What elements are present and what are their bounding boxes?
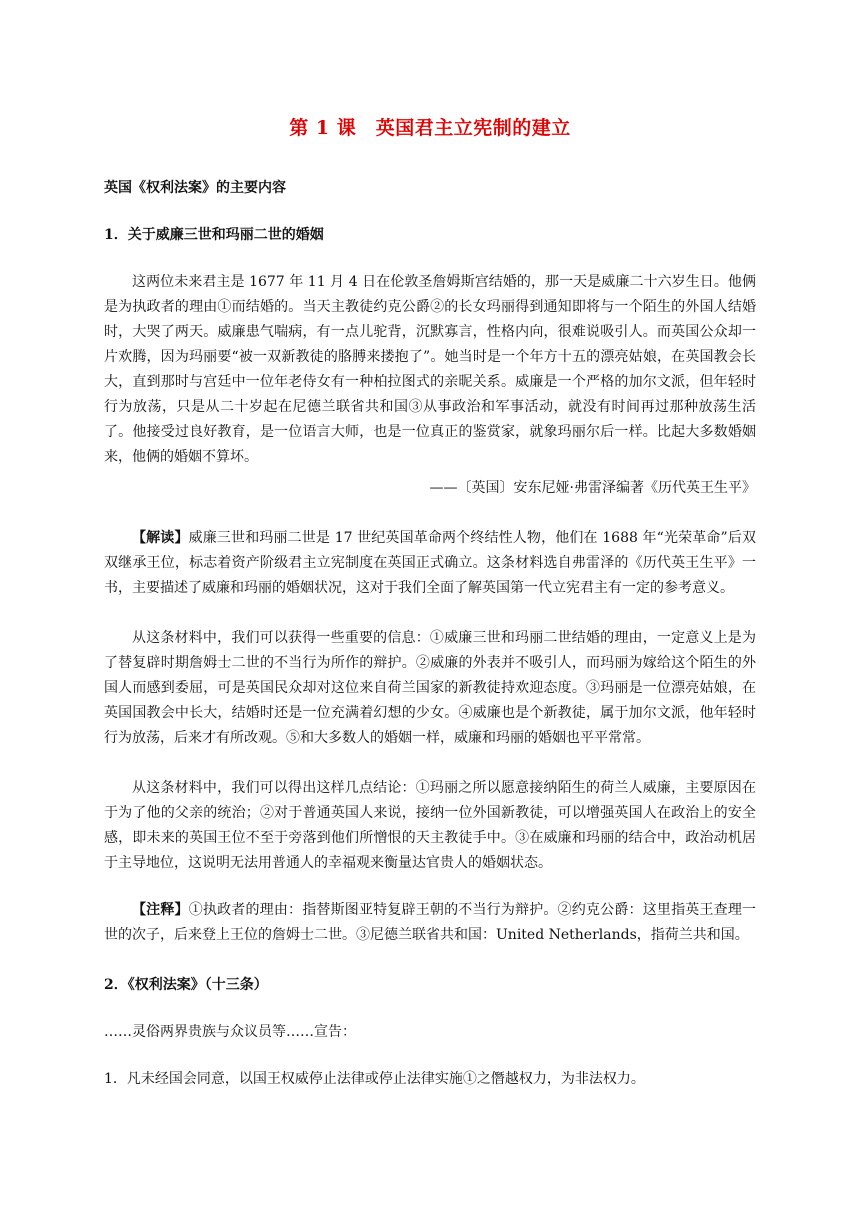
part1-heading: 1．关于威廉三世和玛丽二世的婚姻 (104, 227, 324, 243)
interpretation-text: 威廉三世和玛丽二世是 17 世纪英国革命两个终结性人物，他们在 1688 年“光荣革命”后双双继承王位，标志着资产阶级君主立宪制度在英国正式确立。这条材料选自弗雷泽的《历代英王生平》一书，主要描述了威廉和玛丽的婚姻状况，这对于我们全面了解英国第一代立宪君主有一定的参考意义。 (104, 530, 757, 596)
notes-label: 【注释】 (132, 902, 189, 918)
document-body (104, 176, 756, 1092)
information-paragraph: 从这条材料中，我们可以获得一些重要的信息：①威廉三世和玛丽二世结婚的理由，一定意义上是为了替复辟时期詹姆士二世的不当行为所作的辩护。②威廉的外表并不吸引人，而玛丽为嫁给这个陌生的外国人而感到委屈，可是英国民众却对这位来自荷兰国家的新教徒持欢迎态度。③玛丽是一位漂亮姑娘，在英国国教会中长大，结婚时还是一位充满着幻想的少女。④威廉也是个新教徒，属于加尔文派，他年轻时行为放荡，后来才有所改观。⑤和大多数人的婚姻一样，威廉和玛丽的婚姻也平平常常。 (104, 630, 756, 746)
part2-heading: 2．《权利法案》（十三条） (104, 977, 268, 993)
lesson-title: 第 1 课 英国君主立宪制的建立 (289, 117, 571, 139)
interpretation-paragraph (104, 526, 756, 601)
notes-text: ①执政者的理由：指替斯图亚特复辟王朝的不当行为辩护。②约克公爵：这里指英王查理一世的次子，后来登上王位的詹姆士二世。③尼德兰联省共和国：United Netherlands，指荷兰共和国。 (104, 902, 757, 943)
marriage-passage: 这两位未来君主是 1677 年 11 月 4 日在伦敦圣詹姆斯宫结婚的，那一天是威廉二十六岁生日。他俩是为执政者的理由①而结婚的。当天主教徒约克公爵②的长女玛丽得到通知即将与一个陌生的外国人结婚时，大哭了两天。威廉患气喘病，有一点儿驼背，沉默寡言，性格内向，很难说吸引人。而英国公众却一片欢腾，因为玛丽要“被一双新教徒的胳膊来搂抱了”。她当时是一个年方十五的漂亮姑娘，在英国教会长大，直到那时与宫廷中一位年老侍女有一种柏拉图式的亲昵关系。威廉是一个严格的加尔文派，但年轻时行为放荡，只是从二十岁起在尼德兰联省共和国③从事政治和军事活动，就没有时间再过那种放荡生活了。他接受过良好教育，是一位语言大师，也是一位真正的鉴赏家，就象玛丽尔后一样。比起大多数婚姻来，他俩的婚姻不算坏。 (104, 274, 756, 465)
bill-preamble: ……灵俗两界贵族与众议员等……宣告： (104, 1024, 356, 1040)
section-heading: 英国《权利法案》的主要内容 (104, 180, 286, 196)
bill-article-1: 1．凡未经国会同意，以国王权威停止法律或停止法律实施①之僭越权力，为非法权力。 (104, 1071, 645, 1087)
passage-source: ——〔英国〕安东尼娅·弗雷泽编著《历代英王生平》 (429, 480, 756, 496)
conclusion-paragraph: 从这条材料中，我们可以得出这样几点结论：①玛丽之所以愿意接纳陌生的荷兰人威廉，主要原因在于为了他的父亲的统治；②对于普通英国人来说，接纳一位外国新教徒，可以增强英国人在政治上的安全感，即未来的英国王位不至于旁落到他们所憎恨的天主教徒手中。③在威廉和玛丽的结合中，政治动机居于主导地位，这说明无法用普通人的幸福观来衡量达官贵人的婚姻状态。 (104, 780, 756, 871)
notes-paragraph (104, 898, 756, 948)
interpretation-label: 【解读】 (132, 530, 189, 546)
